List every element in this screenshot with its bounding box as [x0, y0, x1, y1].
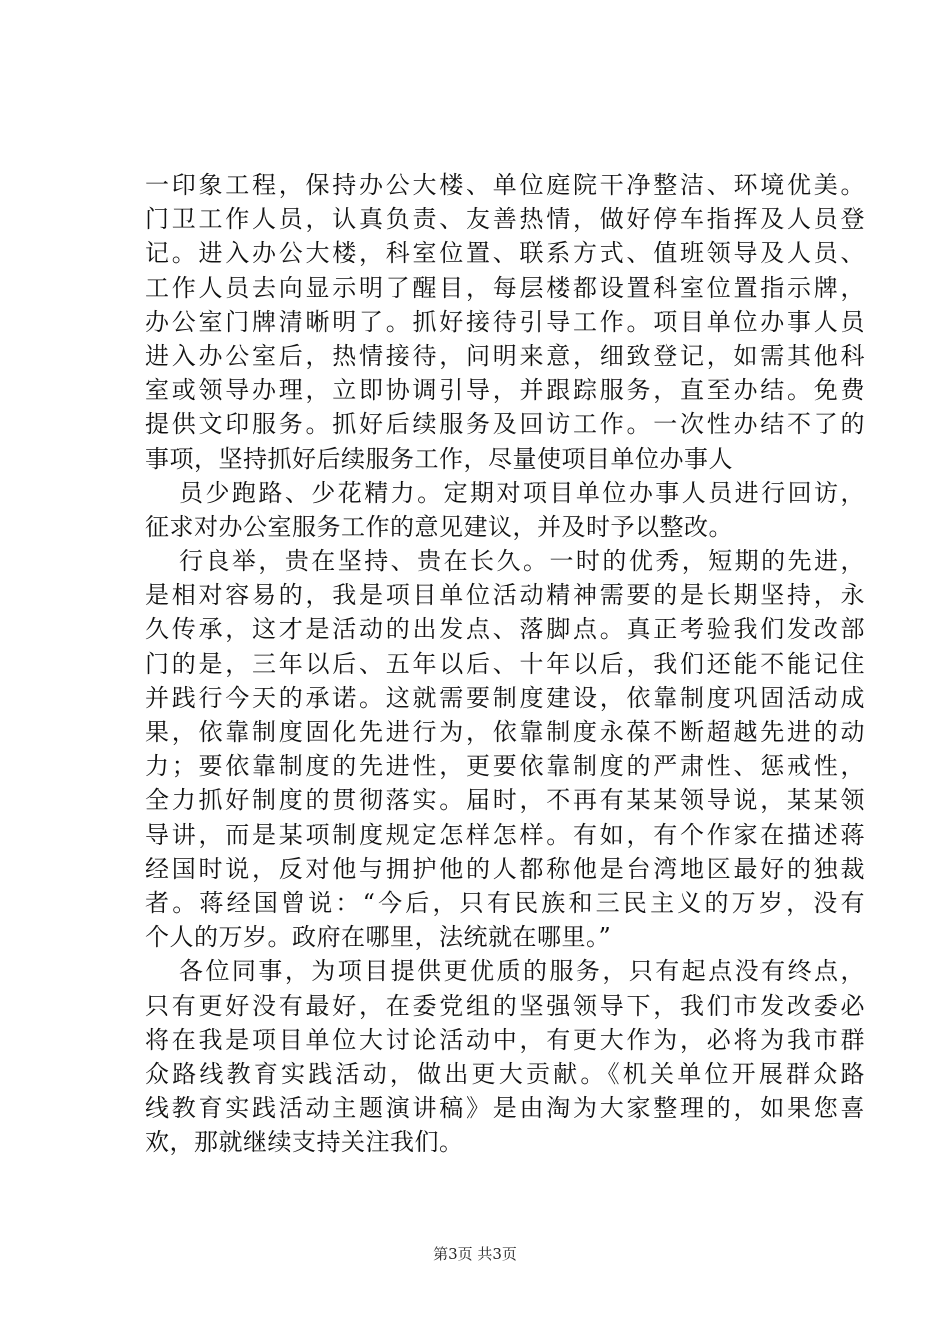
text-line: 办公室门牌清晰明了。抓好接待引导工作。项目单位办事人员	[145, 307, 865, 336]
text-line: 一印象工程，保持办公大楼、单位庭院干净整洁、环境优美。	[145, 171, 865, 199]
text-line: 只有更好没有最好，在委党组的坚强领导下，我们市发改委必	[145, 991, 865, 1020]
text-line: 经国时说，反对他与拥护他的人都称他是台湾地区最好的独裁	[145, 854, 865, 883]
text-line: 门卫工作人员，认真负责、友善热情，做好停车指挥及人员登	[145, 205, 865, 234]
page-footer	[0, 1244, 950, 1264]
text-line: 进入办公室后，热情接待，问明来意，细致登记，如需其他科	[145, 341, 865, 370]
text-line: 工作人员去向显示明了醒目，每层楼都设置科室位置指示牌，	[145, 273, 865, 302]
text-line: 门的是，三年以后、五年以后、十年以后，我们还能不能记住	[145, 649, 865, 678]
text-line: 个人的万岁。政府在哪里，法统就在哪里。”	[145, 923, 612, 952]
document-body	[145, 168, 865, 1159]
text-line: 各位同事，为项目提供更优质的服务，只有起点没有终点，	[179, 957, 865, 986]
text-line: 者。蒋经国曾说：“今后，只有民族和三民主义的万岁，没有	[145, 888, 865, 917]
text-line: 力；要依靠制度的先进性，更要依靠制度的严肃性、惩戒性，	[145, 752, 865, 781]
text-line: 员少跑路、少花精力。定期对项目单位办事人员进行回访，	[179, 478, 865, 507]
text-line: 将在我是项目单位大讨论活动中，有更大作为，必将为我市群	[145, 1025, 865, 1054]
text-line: 果，依靠制度固化先进行为，依靠制度永葆不断超越先进的动	[145, 718, 865, 746]
page-number-label: 第3页 共3页	[433, 1245, 517, 1263]
text-line: 记。进入办公大楼，科室位置、联系方式、值班领导及人员、	[145, 239, 865, 268]
text-line: 众路线教育实践活动，做出更大贡献。《机关单位开展群众路	[145, 1059, 865, 1088]
text-line: 提供文印服务。抓好后续服务及回访工作。一次性办结不了的	[145, 410, 865, 439]
text-line: 全力抓好制度的贯彻落实。届时，不再有某某领导说，某某领	[145, 786, 865, 815]
text-line: 久传承，这才是活动的出发点、落脚点。真正考验我们发改部	[145, 615, 865, 644]
text-line: 是相对容易的，我是项目单位活动精神需要的是长期坚持，永	[145, 581, 865, 610]
text-line: 导讲，而是某项制度规定怎样怎样。有如，有个作家在描述蒋	[145, 820, 865, 849]
text-line: 欢，那就继续支持关注我们。	[145, 1128, 464, 1157]
text-line: 并践行今天的承诺。这就需要制度建设，依靠制度巩固活动成	[145, 683, 865, 712]
text-line: 线教育实践活动主题演讲稿》是由淘为大家整理的，如果您喜	[145, 1094, 865, 1123]
text-line: 行良举，贵在坚持、贵在长久。一时的优秀，短期的先进，	[179, 547, 865, 576]
text-line: 室或领导办理，立即协调引导，并跟踪服务，直至办结。免费	[145, 376, 865, 405]
text-line: 事项，坚持抓好后续服务工作，尽量使项目单位办事人	[145, 444, 733, 473]
text-line: 征求对办公室服务工作的意见建议，并及时予以整改。	[145, 512, 733, 541]
